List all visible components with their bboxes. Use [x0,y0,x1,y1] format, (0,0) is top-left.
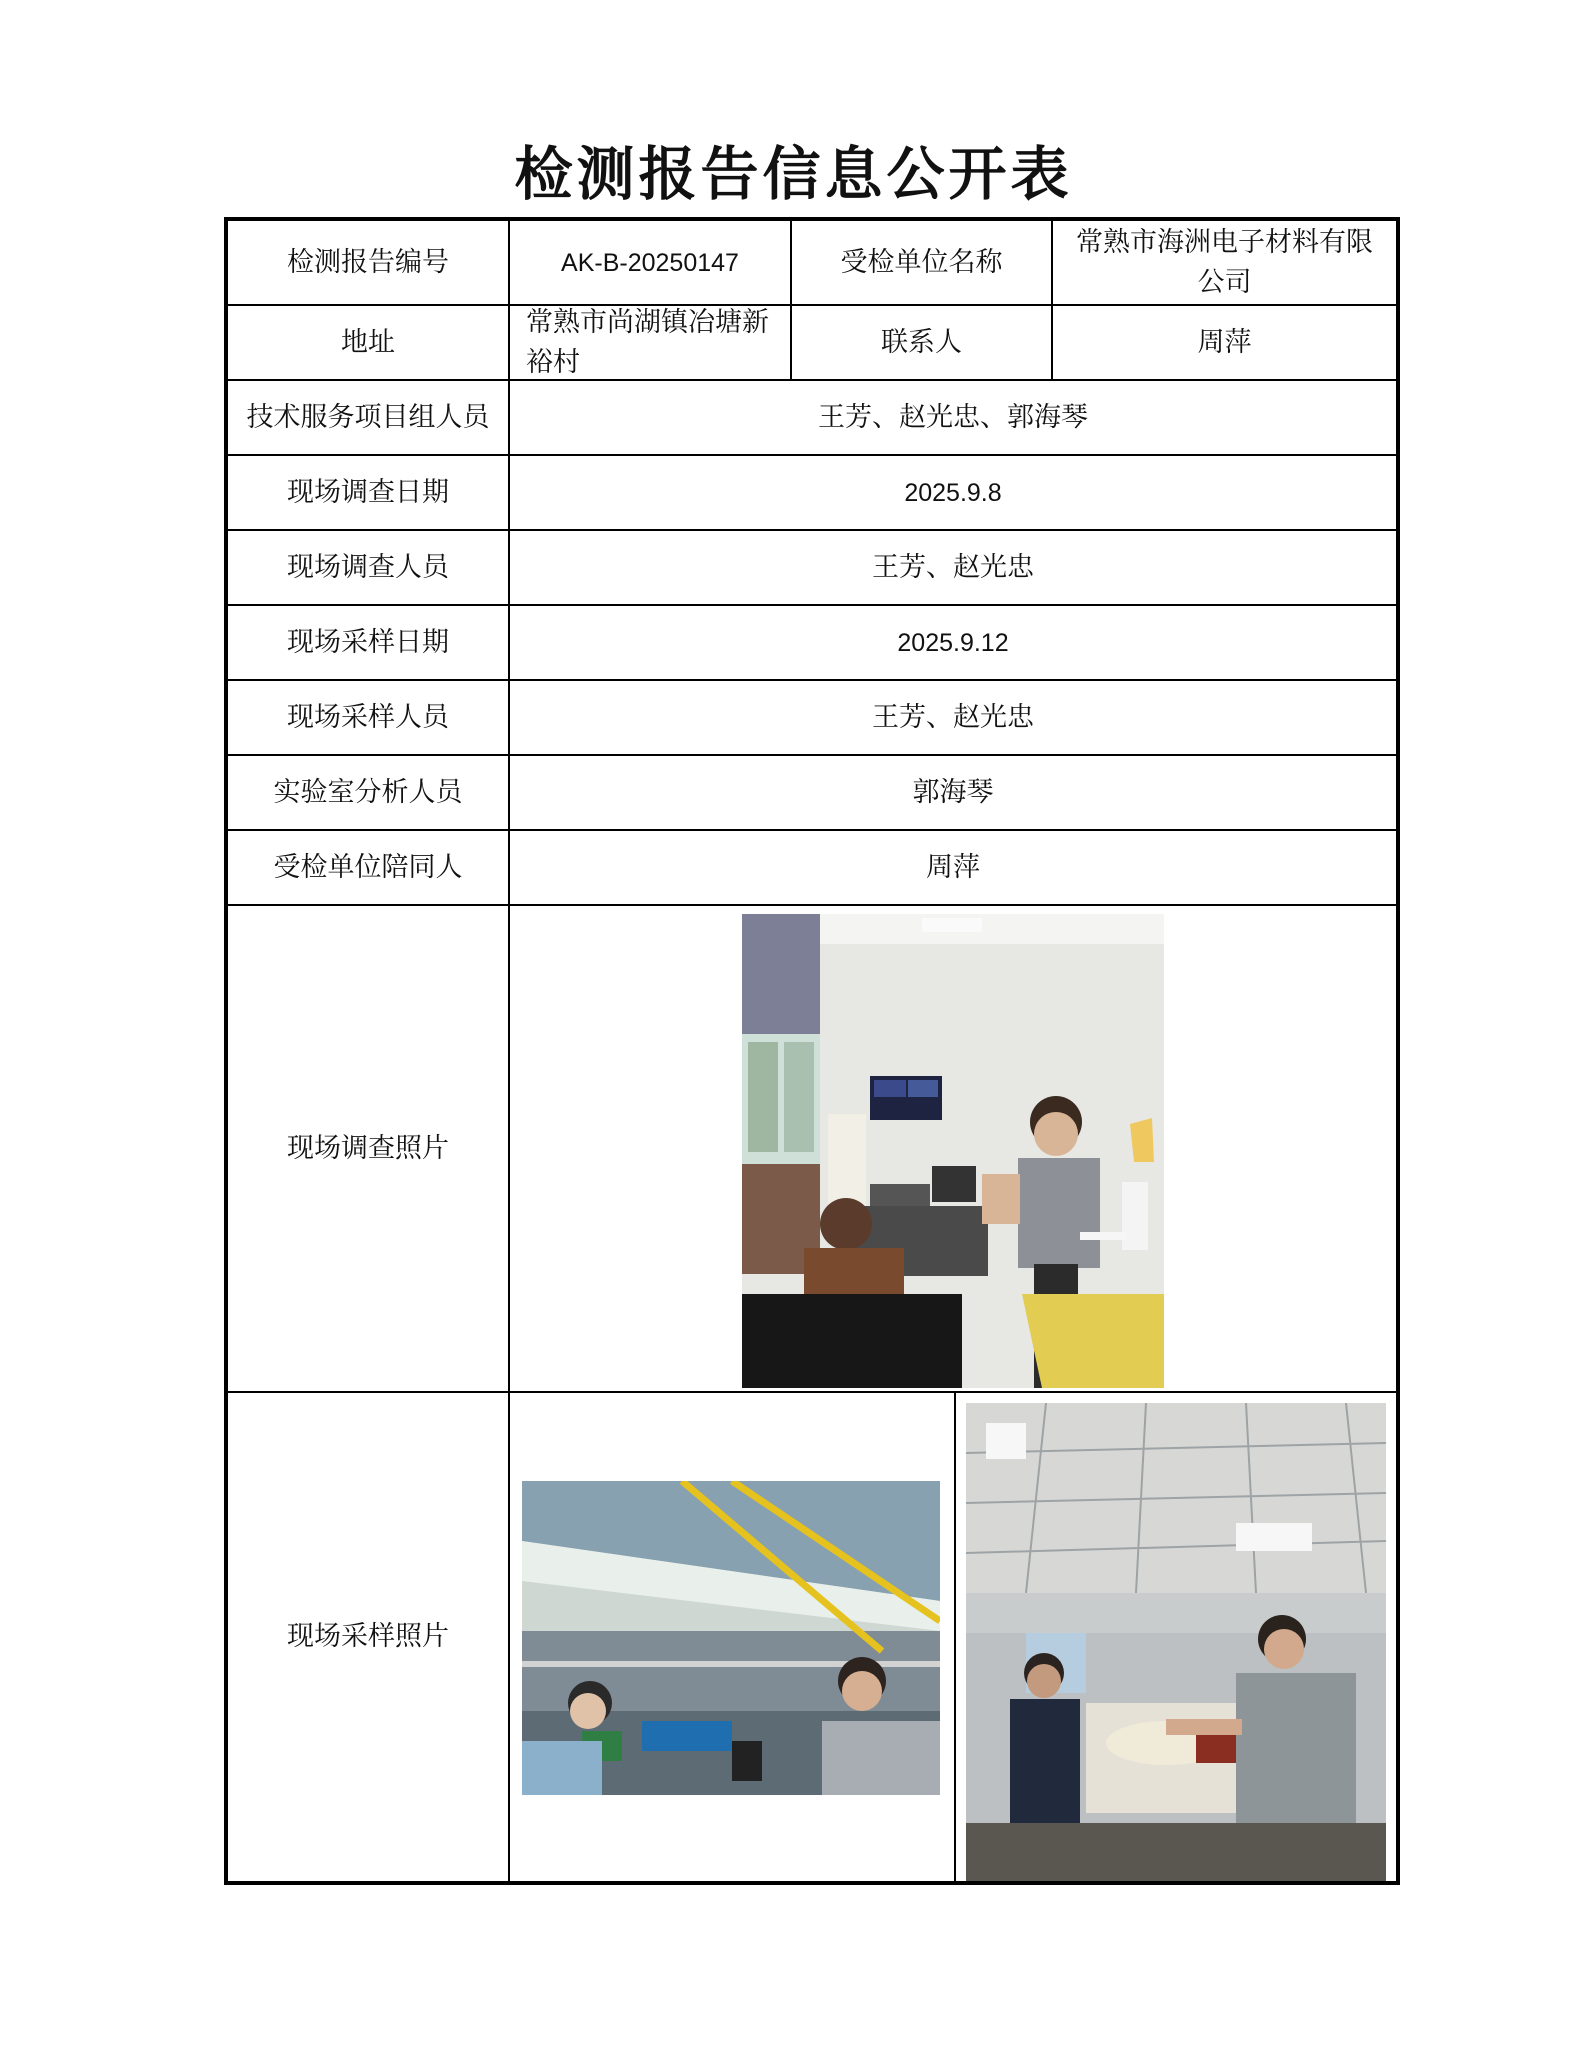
sampling-date-value: 2025.9.12 [897,628,1009,657]
lab-analyst-label: 实验室分析人员 [273,776,463,808]
address-label: 地址 [341,326,395,358]
project-team-value: 王芳、赵光忠、郭海琴 [818,401,1088,433]
survey-date-value: 2025.9.8 [904,478,1002,507]
survey-photo-label: 现场调查照片 [287,1132,449,1164]
survey-staff-label: 现场调查人员 [287,551,449,583]
sampling-date-label: 现场采样日期 [287,626,449,658]
escort-value: 周萍 [926,851,980,883]
contact-value: 周萍 [1197,326,1252,358]
inspected-unit-value: 常熟市海洲电子材料有限公司 [1076,226,1373,298]
address-value: 常熟市尚湖镇冶塘新裕村 [526,306,769,378]
inspected-unit-label: 受检单位名称 [840,246,1003,278]
report-number-label: 检测报告编号 [287,246,449,278]
lab-analyst-value: 郭海琴 [912,776,994,808]
report-number-value: AK-B-20250147 [561,248,739,277]
sampling-staff-label: 现场采样人员 [287,701,449,733]
sampling-photo-1 [522,1481,940,1795]
survey-date-label: 现场调查日期 [287,476,449,508]
survey-staff-value: 王芳、赵光忠 [872,551,1034,583]
sampling-staff-value: 王芳、赵光忠 [872,701,1034,733]
contact-label: 联系人 [881,326,962,358]
sampling-photo-label: 现场采样照片 [287,1621,449,1652]
page-title: 检测报告信息公开表 [514,140,1073,208]
survey-photo [742,914,1164,1388]
sampling-photo-2 [966,1403,1386,1881]
info-table [224,217,1400,1885]
escort-label: 受检单位陪同人 [273,851,463,883]
project-team-label: 技术服务项目组人员 [246,401,490,433]
